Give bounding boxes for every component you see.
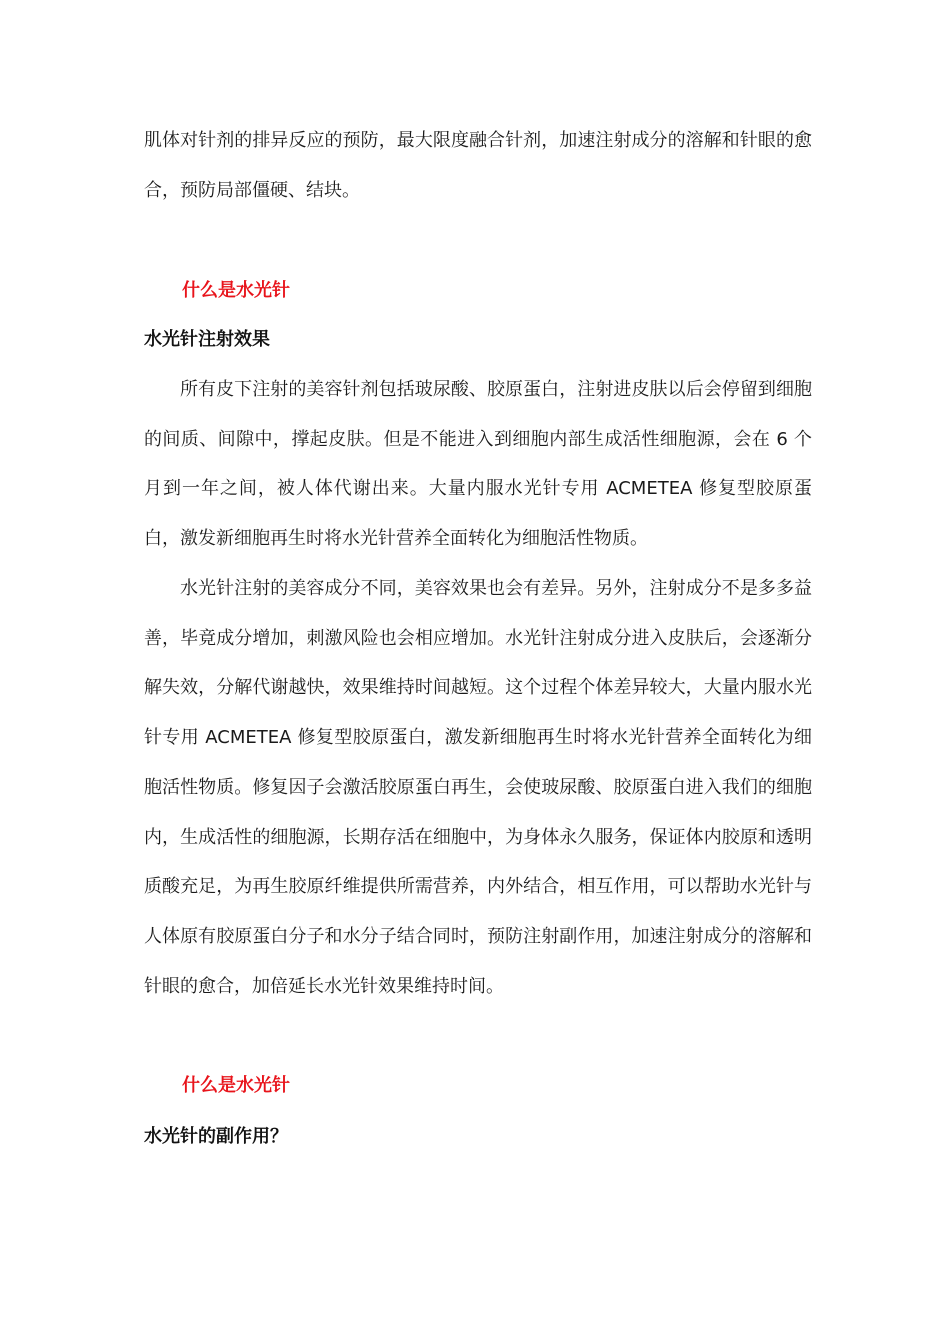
intro-paragraph: 肌体对针剂的排异反应的预防，最大限度融合针剂，加速注射成分的溶解和针眼的愈合，预防局部僵硬、结块。 [144, 130, 812, 201]
section-red-heading: 什么是水光针 [182, 280, 290, 301]
section-red-heading: 什么是水光针 [182, 1075, 290, 1096]
section-title: 水光针的副作用？ [144, 1126, 288, 1147]
body-paragraph: 水光针注射的美容成分不同，美容效果也会有差异。另外，注射成分不是多多益善，毕竟成分增加，刺激风险也会相应增加。水光针注射成分进入皮肤后，会逐渐分解失效，分解代谢越快，效果维持时间越短。这个过程个体差异较大，大量内服水光针专用 ACMETEA 修复型胶原蛋白，激发新细胞再生时将水光针营养全面转化为细胞活性物质。修复因子会激活胶原蛋白再生，会使玻尿酸、胶原蛋白进入我们的细胞内，生成活性的细胞源，长期存活在细胞中，为身体永久服务，保证体内胶原和透明质酸充足，为再生胶原纤维提供所需营养，内外结合，相互作用，可以帮助水光针与人体原有胶原蛋白分子和水分子结合同时，预防注射副作用，加速注射成分的溶解和针眼的愈合，加倍延长水光针效果维持时间。 [144, 578, 812, 997]
section-title: 水光针注射效果 [144, 329, 270, 350]
body-paragraph: 所有皮下注射的美容针剂包括玻尿酸、胶原蛋白，注射进皮肤以后会停留到细胞的间质、间隙中，撑起皮肤。但是不能进入到细胞内部生成活性细胞源，会在 6 个月到一年之间，被人体代谢出来。大量内服水光针专用 ACMETEA 修复型胶原蛋白，激发新细胞再生时将水光针营养全面转化为细胞活性物质。 [144, 379, 812, 550]
